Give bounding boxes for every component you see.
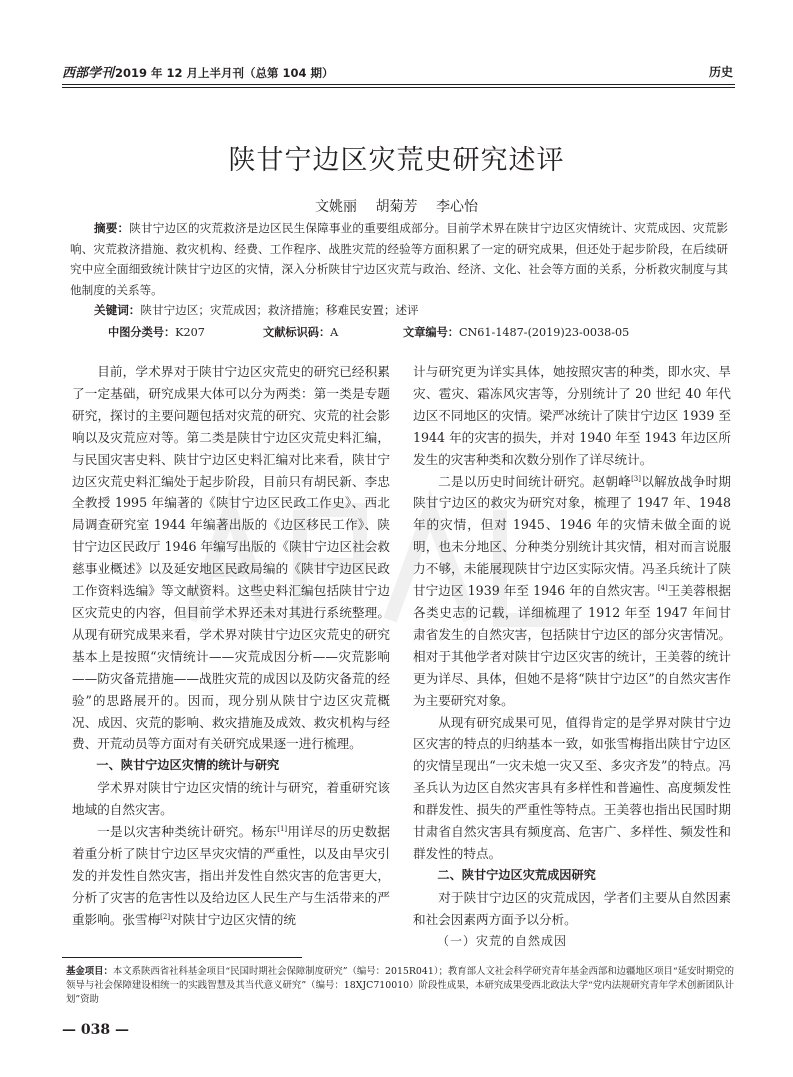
- paragraph: [413, 471, 731, 712]
- author-list: [0, 196, 793, 216]
- paragraph: 对于陕甘宁边区的灾荒成因，学者们主要从自然因素和社会因素两方面予以分析。: [413, 889, 731, 927]
- paragraph: 目前，学术界对于陕甘宁边区灾荒史的研究已经积累了一定基础，研究成果大体可以分为两类：第一类是专题研究，探讨的主要问题包括对灾荒的研究、灾荒的社会影响以及灾荒应对等。第二类是陕甘宁边区灾荒史料汇编，与民国灾害史料、陕甘宁边区史料汇编对比来看，陕甘宁边区灾荒史料汇编处于起步阶段，目前只有胡民新、李忠全教授 1995 年编著的《陕甘宁边区民政工作史》、西北局调查研究室 1944 年编著出版的《边区移民工作》、陕甘宁边区民政厅 1946 年编写出版的《陕甘宁边区社会救慈事业概述》以及延安地区民政局编的《陕甘宁边区民政工作资料选编》等文献资料。这些史料汇编包括陕甘宁边区灾荒史的内容，但目前学术界还未对其进行系统整理。从现有研究成果来看，学术界对陕甘宁边区灾荒史的研究基本上是按照“灾情统计——灾荒成因分析——灾荒影响——防灾备荒措施——战胜灾荒的成因以及防灾备荒的经验”的思路展开的。因而，现分别从陕甘宁边区灾荒概况、成因、灾荒的影响、救灾措施及成效、救灾机构与经费、开荒动员等方面对有关研究成果逐一进行梳理。: [72, 364, 390, 752]
- author-2: 胡菊芳: [375, 199, 418, 215]
- abstract-text: 陕甘宁边区的灾荒救济是边区民生保障事业的重要组成部分。目前学术界在陕甘宁边区灾情统计、灾荒成因、灾荒影响、灾荒救济措施、救灾机构、经费、工作程序、战胜灾荒的经验等方面积累了一定的研究成果，但还处于起步阶段，在后续研究中应全面细致统计陕甘宁边区的灾情，深入分析陕甘宁边区灾荒与政治、经济、文化、社会等方面的关系，分析救灾制度与其他制度的关系等。: [70, 221, 728, 297]
- journal-issue: [62, 62, 334, 81]
- body-column-left: [72, 361, 390, 931]
- author-3: 李心怡: [435, 199, 478, 215]
- paragraph-text: 用详尽的历史数据着重分析了陕甘宁边区旱灾灾情的严重性，以及由旱灾引发的并发性自然灾害，指出并发性自然灾害的危害更大，分析了灾害的危害性以及给边区人民生产与生活带来的严重影响。张雪梅: [72, 824, 391, 927]
- body-column-right: [413, 361, 731, 952]
- paragraph-text: 王美蓉根据各类史志的记载，详细梳理了 1912 年至 1947 年间甘肃省发生的自然灾害，包括陕甘宁边区的部分灾害情况。相对于其他学者对陕甘宁边区灾害的统计，王美蓉的统计更为详尽、具体，但她不是将“陕甘宁边区”的自然灾害作为主要研究对象。: [413, 583, 731, 708]
- section-heading-2: 二、陕甘宁边区灾荒成因研究: [437, 867, 596, 882]
- article-number-label: 文章编号：: [403, 326, 459, 339]
- header-rule-thin: [62, 87, 735, 88]
- citation-ref: [3]: [631, 474, 641, 483]
- page-number: — 038 —: [62, 1022, 129, 1038]
- paragraph-text: 以解放战争时期陕甘宁边区的救灾为研究对象，梳理了 1947 年、1948 年的灾情，但对 1945、1946 年的灾情未做全面的说明，也未分地区、分种类分别统计其灾情，相对而言说服力不够，未能展现陕甘宁边区实际灾情。冯圣兵统计了陕甘宁边区 1939 年至 1946 年的自然灾害。: [413, 473, 732, 599]
- citation-ref: [1]: [277, 824, 288, 833]
- article-title: 陕甘宁边区灾荒史研究述评: [228, 145, 565, 176]
- abstract-label: 摘要：: [94, 221, 130, 235]
- footnote-rule: [62, 957, 302, 958]
- footnote-text: 本文系陕西省社科基金项目“民国时期社会保障制度研究”（编号：2015R041）；教育部人文社会科学研究青年基金西部和边疆地区项目“延安时期党的领导与社会保障建设相统一的实践智慧及其当代意义研究”（编号：18XJC710010）阶段性成果，本研究成果受西北政法大学“党内法规研究青年学术创新团队计划”资助: [66, 966, 734, 1006]
- citation-ref: [4]: [657, 583, 668, 592]
- paragraph: 计与研究更为详实具体，她按照灾害的种类，即水灾、旱灾、雹灾、霜冻风灾害等，分别统计了 20 世纪 40 年代边区不同地区的灾情。梁严冰统计了陕甘宁边区 1939 至 1944 年的灾害的损失，并对 1940 年至 1943 年边区所发生的灾害种类和次数分别作了详尽统计。: [413, 364, 731, 467]
- clc-value: K207: [175, 326, 205, 339]
- paragraph: 学术界对陕甘宁边区灾情的统计与研究，着重研究该地域的自然灾害。: [72, 780, 390, 818]
- doc-code-label: 文献标识码：: [263, 326, 331, 339]
- paragraph-text: 一是以灾害种类统计研究。杨东: [97, 824, 278, 840]
- keywords: [94, 302, 734, 318]
- paragraph: 从现有研究成果可见，值得肯定的是学界对陕甘宁边区灾害的特点的归纳基本一致，如张雪梅指出陕甘宁边区的灾情呈现出“一灾未熄一灾又至、多灾齐发”的特点。冯圣兵认为边区自然灾害具有多样性和普遍性、高度频发性和群发性、损失的严重性等特点。王美蓉也指出民国时期甘肃省自然灾害具有频度高、危害广、多样性、频发性和群发性的特点。: [413, 714, 731, 861]
- classification-row: [108, 324, 728, 340]
- section-heading-1: 一、陕甘宁边区灾情的统计与研究: [96, 758, 280, 773]
- journal-name: 西部学刊: [62, 66, 115, 81]
- funding-footnote: [66, 965, 734, 1008]
- paragraph-text: 二是以历史时间统计研究。赵朝峰: [438, 473, 632, 489]
- clc-label: 中图分类号：: [108, 326, 176, 339]
- section-label: 历史: [708, 65, 733, 79]
- paragraph-text: 对陕甘宁边区灾情的统: [170, 911, 297, 927]
- running-header: [62, 60, 735, 82]
- keywords-text: 陕甘宁边区；灾荒成因；救济措施；移难民安置；述评: [140, 303, 419, 317]
- author-1: 文姚丽: [315, 199, 358, 215]
- article-number-value: CN61-1487-(2019)23-0038-05: [458, 326, 630, 339]
- keywords-label: 关键词：: [94, 303, 141, 317]
- citation-ref: [2]: [160, 912, 171, 921]
- paragraph: [72, 821, 390, 931]
- abstract: [70, 218, 728, 300]
- issue-info: 2019 年 12 月上半月刊（总第 104 期）: [115, 66, 334, 80]
- header-rule: [62, 84, 735, 85]
- subsection-heading: （一）灾荒的自然成因: [437, 933, 568, 948]
- footnote-label: 基金项目：: [66, 966, 113, 977]
- doc-code-value: A: [330, 326, 339, 339]
